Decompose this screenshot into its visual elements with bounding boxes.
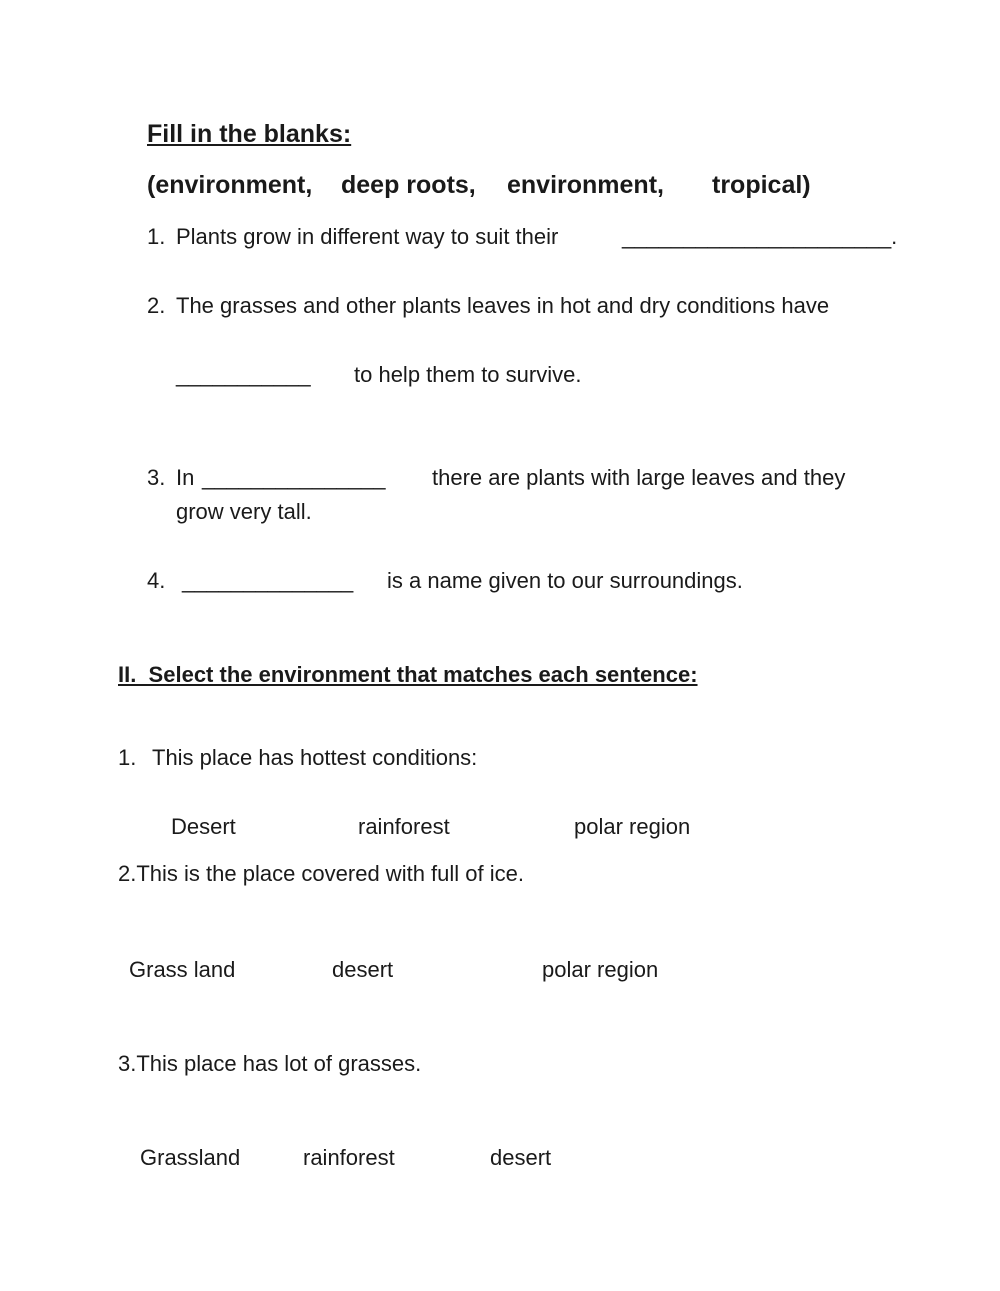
word-bank-item: tropical) (712, 171, 811, 199)
question-text: is a name given to our surroundings. (387, 568, 743, 593)
section2-title: II. Select the environment that matches each sentence: (118, 662, 698, 687)
question-number: 4. (147, 568, 166, 593)
answer-blank[interactable]: ______________ (182, 568, 354, 593)
question-text: 2.This is the place covered with full of ice. (118, 861, 524, 886)
question-text: The grasses and other plants leaves in hot and dry conditions have (176, 293, 830, 318)
question-text: there are plants with large leaves and they (432, 465, 846, 490)
question-number: 1. (147, 224, 166, 249)
word-bank-item: environment, (507, 171, 664, 199)
option-desert[interactable]: desert (490, 1145, 552, 1170)
option-rainforest[interactable]: rainforest (303, 1145, 395, 1170)
question-number: 3. (147, 465, 166, 490)
question-prefix: In (176, 465, 195, 490)
section1-title: Fill in the blanks: (147, 120, 352, 148)
option-grass-land[interactable]: Grass land (129, 957, 236, 982)
option-desert[interactable]: Desert (171, 814, 236, 839)
option-desert[interactable]: desert (332, 957, 394, 982)
question-text-cont: grow very tall. (176, 499, 312, 524)
option-polar-region[interactable]: polar region (542, 957, 659, 982)
option-polar-region[interactable]: polar region (574, 814, 691, 839)
answer-blank[interactable]: _______________ (202, 465, 386, 490)
question-text: 3.This place has lot of grasses. (118, 1051, 422, 1076)
question-text: Plants grow in different way to suit their (176, 224, 559, 249)
question-text: This place has hottest conditions: (152, 745, 478, 770)
option-grassland[interactable]: Grassland (140, 1145, 241, 1170)
option-rainforest[interactable]: rainforest (358, 814, 450, 839)
word-bank-item: deep roots, (341, 171, 476, 199)
word-bank-item: (environment, (147, 171, 313, 199)
answer-blank[interactable]: ______________________. (622, 224, 898, 249)
question-number: 2. (147, 293, 166, 318)
question-text-cont: to help them to survive. (354, 362, 582, 387)
answer-blank[interactable]: ___________ (176, 362, 311, 387)
question-number: 1. (118, 745, 137, 770)
